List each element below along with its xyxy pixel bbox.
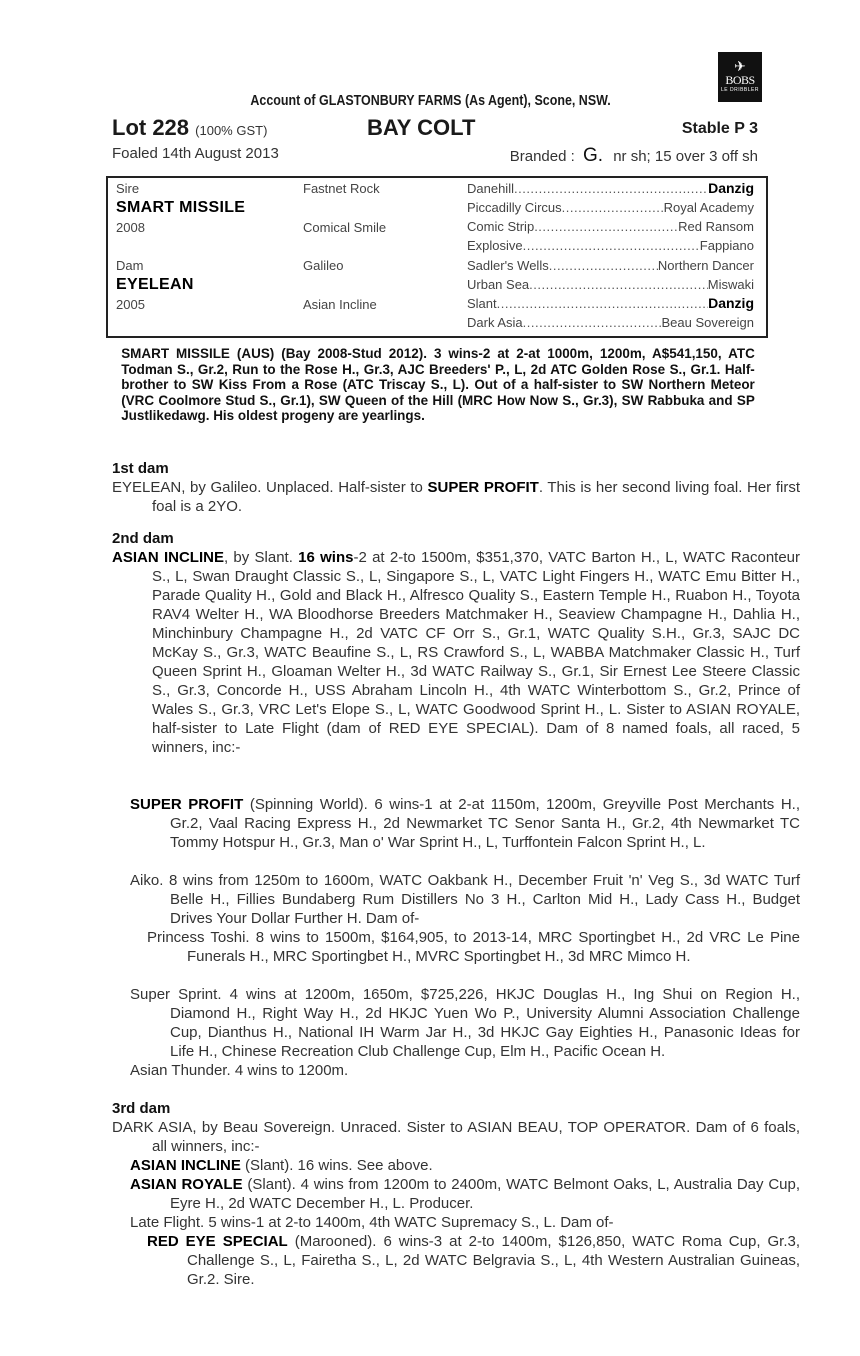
dam-name: EYELEAN xyxy=(116,276,194,293)
gst-note: (100% GST) xyxy=(195,123,268,138)
ggp-right: Fappiano xyxy=(699,238,754,253)
progeny-name: Asian Thunder xyxy=(130,1062,227,1079)
progeny-record: 8 wins from 1250m to 1600m, WATC Oakbank H., December Fruit 'n' Veg S., 3d WATC Turf Belle H., Fillies Bundaberg Rum Distillers No 3 H., Carlton Mid H., Lady Cass H., Budget Drives Your Dollar Further H. Dam of- xyxy=(169,872,800,927)
ggp-right: Miswaki xyxy=(707,277,754,292)
great-grandparent-row xyxy=(467,198,754,217)
half-sibling-name: SUPER PROFIT xyxy=(427,479,539,496)
great-grandparent-row xyxy=(467,294,754,313)
progeny-record: (Slant). 16 wins. See above. xyxy=(245,1157,433,1174)
progeny-record: (Slant). 4 wins from 1200m to 2400m, WATC Belmont Oaks, L, Australia Day Cup, Eyre H., 2d WATC December H., L. Producer. xyxy=(170,1176,801,1212)
sire-dam: Comical Smile xyxy=(303,220,387,235)
brand-detail: nr sh; 15 over 3 off sh xyxy=(613,148,758,165)
progeny-entry: Princess Toshi. 8 wins to 1500m, $164,905, to 2013-14, MRC Sportingbet H., 2d VRC Le Pine Funerals H., MRC Sportingbet H., MVRC Sportingbet H., 3d MRC Mimco H. xyxy=(147,929,800,965)
pedigree-table xyxy=(106,176,768,338)
progeny-entry: Aiko. 8 wins from 1250m to 1600m, WATC Oakbank H., December Fruit 'n' Veg S., 3d WATC Turf Belle H., Fillies Bundaberg Rum Distillers No 3 H., Carlton Mid H., Lady Cass H., Budget Drives Your Dollar Further H. Dam of- xyxy=(130,872,800,927)
logo-subtitle: LE DRIBBLER xyxy=(720,87,759,93)
second-dam-heading: 2nd dam xyxy=(112,530,174,547)
great-grandparent-row xyxy=(467,275,754,294)
great-grandparent-row xyxy=(467,236,754,255)
ggp-left: Explosive xyxy=(467,238,523,253)
brand-info xyxy=(510,145,758,167)
ggp-right: Royal Academy xyxy=(663,200,754,215)
progeny-name: ASIAN INCLINE xyxy=(130,1157,241,1174)
lot-line xyxy=(112,115,762,141)
ggp-right: Danzig xyxy=(708,295,754,311)
first-dam-text xyxy=(112,478,800,516)
sire-label: Sire xyxy=(116,181,140,196)
ggp-left: Slant xyxy=(467,296,497,311)
great-grandparent-row xyxy=(467,313,754,332)
great-grandparent-row xyxy=(467,217,754,236)
progeny-record: 5 wins-1 at 2-to 1400m, 4th WATC Supremacy S., L. Dam of- xyxy=(208,1214,614,1231)
progeny-name: Super Sprint xyxy=(130,986,218,1003)
ggp-left: Danehill xyxy=(467,181,514,196)
sire-year: 2008 xyxy=(116,220,145,235)
third-dam-heading: 3rd dam xyxy=(112,1100,171,1117)
branded-label: Branded : xyxy=(509,148,575,165)
sex-colour: BAY COLT xyxy=(367,115,476,140)
progeny-name: Princess Toshi xyxy=(147,929,246,946)
progeny-entry: Asian Thunder. 4 wins to 1200m. xyxy=(130,1062,349,1079)
ggp-right: Northern Dancer xyxy=(657,258,754,273)
leader-dots xyxy=(562,198,664,217)
progeny-record: (Marooned). 6 wins-3 at 2-to 1400m, $126,850, WATC Roma Cup, Gr.3, Challenge S., L, Fairetha S., L, 2d WATC Belgravia S., L, 4th Western Australian Guineas, Gr.2. Sire. xyxy=(187,1233,801,1288)
progeny-entry: Super Sprint. 4 wins at 1200m, 1650m, $725,226, HKJC Douglas H., Ing Shui on Region H., Diamond H., Right Way H., 2d HKJC Yuen Wo P., University Alumni Association Challenge Cup, Dianthus H., National IH Warm Jar H., 3d HKJC Gay Eighties H., Panasonic Ideas for Life H., Chinese Recreation Club Challenge Cup, Elm H., Pacific Ocean H. xyxy=(130,986,800,1060)
foaled-date: Foaled 14th August 2013 xyxy=(112,145,279,162)
ggp-left: Comic Strip xyxy=(467,219,535,234)
progeny-record: (Spinning World). 6 wins-1 at 2-at 1150m, 1200m, Greyville Post Merchants H., Gr.2, Vaal Racing Express H., 2d Newmarket TC Senor Santa H., Gr.2, 4th Newmarket TC Tommy Hotspur H., Gr.3, Man o' War Sprint H., L, Turffontein Falcon Sprint H., L. xyxy=(170,796,801,851)
progeny-entry xyxy=(147,1232,800,1289)
first-dam-heading: 1st dam xyxy=(112,460,169,477)
progeny-entry xyxy=(130,795,800,852)
vendor-account: Account of GLASTONBURY FARMS (As Agent), Scone, NSW. xyxy=(250,93,611,109)
ggp-right: Beau Sovereign xyxy=(661,315,754,330)
dam-dam: Asian Incline xyxy=(303,297,377,312)
progeny-entry: Late Flight. 5 wins-1 at 2-to 1400m, 4th WATC Supremacy S., L. Dam of- xyxy=(130,1214,614,1231)
leader-dots xyxy=(523,313,662,332)
ggp-right: Red Ransom xyxy=(678,219,754,234)
first-dam-text-b: . This is her second living foal. Her first foal is a 2YO. xyxy=(152,479,800,515)
progeny-name: ASIAN ROYALE xyxy=(130,1176,243,1193)
ggp-left: Dark Asia xyxy=(467,315,523,330)
ggp-left: Piccadilly Circus xyxy=(467,200,562,215)
lot-number xyxy=(112,115,267,141)
sire-name: SMART MISSILE xyxy=(116,199,246,216)
great-grandparent-row xyxy=(467,179,754,198)
second-dam-record: -2 at 2-to 1500m, $351,370, VATC Barton H., L, WATC Raconteur S., L, Swan Draught Classic S., L, Singapore S., L, VATC Light Fingers H., WATC Emu Bitter H., Parade Quality H., Gold and Black H., Alfresco Quality S., Eastern Temple H., Ruabon H., Toyota RAV4 Welter H., WA Bloodhorse Breeders Matchmaker H., Seaview Champagne H., Dahlia H., Minchinbury Champagne H., 2d VATC CF Orr S., Gr.1, WATC Quality S.H., Gr.3, SAJC DC McKay S., Gr.3, WATC Beaufine S., L, RS Crawford S., L, WABBA Matchmaker Classic H., Turf Queen Sprint H., Gloaman Welter H., 3d WATC Railway S., Gr.1, Sir Ernest Lee Steere Classic S., Gr.3, Concorde H., USS Abraham Lincoln H., 4th WATC Winterbottom S., Gr.2, Prince of Wales S., Gr.3, VRC Let's Elope S., L, WATC Goodwood Sprint H., L. Sister to ASIAN ROYALE, half-sister to Late Flight (dam of RED EYE SPECIAL). Dam of 8 named foals, all raced, 5 winners, inc:- xyxy=(152,549,801,756)
progeny-name: SUPER PROFIT xyxy=(130,796,244,813)
second-dam-wins: 16 wins xyxy=(298,549,354,566)
brand-mark: G. xyxy=(582,145,604,166)
logo-name: BOBS xyxy=(725,73,755,87)
great-grandparent-row xyxy=(467,256,754,275)
progeny-name: Late Flight xyxy=(130,1214,201,1231)
ggp-right: Danzig xyxy=(708,180,754,196)
leader-dots xyxy=(549,256,658,275)
progeny-record: 4 wins to 1200m. xyxy=(234,1062,349,1079)
progeny-record: 4 wins at 1200m, 1650m, $725,226, HKJC Douglas H., Ing Shui on Region H., Diamond H., Right Way H., 2d HKJC Yuen Wo P., University Alumni Association Challenge Cup, Dianthus H., National IH Warm Jar H., 3d HKJC Gay Eighties H., Panasonic Ideas for Life H., Chinese Recreation Club Challenge Cup, Elm H., Pacific Ocean H. xyxy=(170,986,800,1060)
progeny-record: 8 wins to 1500m, $164,905, to 2013-14, MRC Sportingbet H., 2d VRC Le Pine Funerals H., MRC Sportingbet H., MVRC Sportingbet H., 3d MRC Mimco H. xyxy=(187,929,800,965)
third-dam-text: DARK ASIA, by Beau Sovereign. Unraced. Sister to ASIAN BEAU, TOP OPERATOR. Dam of 6 foals, all winners, inc:- xyxy=(112,1119,800,1155)
dam-year: 2005 xyxy=(116,297,145,312)
second-dam-name: ASIAN INCLINE xyxy=(112,549,224,566)
sire-sire: Fastnet Rock xyxy=(303,181,380,196)
leader-dots xyxy=(523,236,700,255)
leader-dots xyxy=(497,294,708,313)
sire-summary: SMART MISSILE (AUS) (Bay 2008-Stud 2012). 3 wins-2 at 2-at 1000m, 1200m, A$541,150, ATC Todman S., Gr.2, Run to the Rose H., Gr.3, AJC Breeders' P., L, 2d ATC Golden Rose S., Gr.1. Half-brother to SW Kiss From a Rose (ATC Triscay S., L). Out of a half-sister to SW Northern Meteor (VRC Coolmore Stud S., Gr.1), SW Queen of the Hill (MRC How Now S., Gr.3), SW Rabbuka and SP Justlikedawg. His oldest progeny are yearlings. xyxy=(121,346,755,423)
dam-label: Dam xyxy=(116,258,144,273)
second-dam-text xyxy=(112,548,800,757)
first-dam-text-a: EYELEAN, by Galileo. Unplaced. Half-sister to xyxy=(112,479,428,496)
ggp-left: Sadler's Wells xyxy=(467,258,549,273)
leader-dots xyxy=(534,217,678,236)
progeny-name: RED EYE SPECIAL xyxy=(147,1233,288,1250)
ggp-left: Urban Sea xyxy=(467,277,530,292)
stable-location: Stable P 3 xyxy=(681,120,758,137)
lot-label: Lot 228 xyxy=(112,115,190,140)
second-dam-by: , by Slant. xyxy=(223,549,299,566)
leader-dots xyxy=(529,275,708,294)
bird-icon: ✈ xyxy=(734,58,746,74)
dam-sire: Galileo xyxy=(303,258,344,273)
progeny-entry xyxy=(130,1156,800,1175)
leader-dots xyxy=(514,179,708,198)
progeny-name: Aiko xyxy=(130,872,160,889)
progeny-entry xyxy=(130,1175,800,1213)
